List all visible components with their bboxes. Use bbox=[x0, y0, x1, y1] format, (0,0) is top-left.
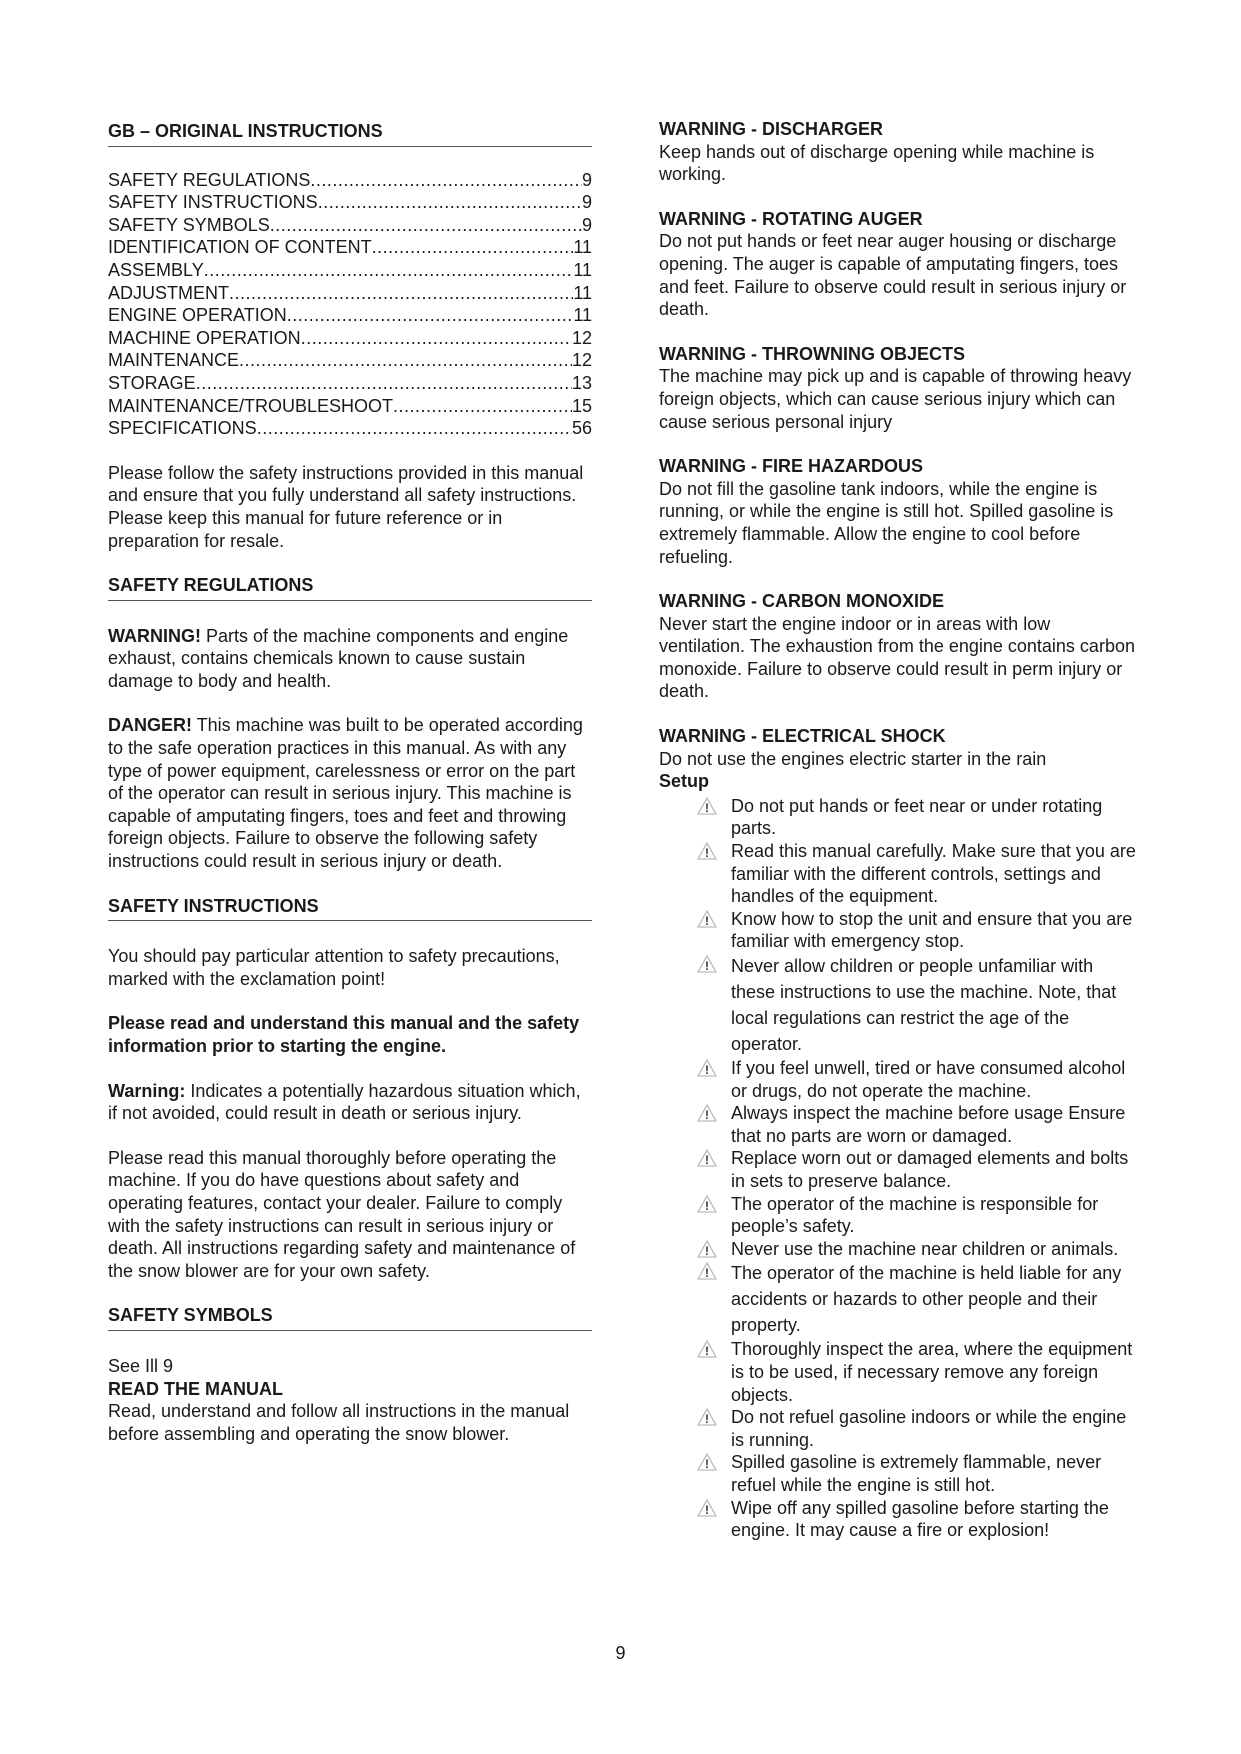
svg-text:!: ! bbox=[705, 1198, 709, 1213]
warning-triangle-icon bbox=[697, 910, 717, 928]
warning-text: Do not use the engines electric starter in the rain bbox=[659, 748, 1047, 769]
warning-triangle-icon bbox=[697, 1104, 717, 1122]
warning-block bbox=[659, 725, 1139, 770]
warning-text: The machine may pick up and is capable of throwing heavy foreign objects, which can cause serious injury which can cause serious personal injury bbox=[659, 366, 1132, 432]
list-item: ! Replace worn out or damaged elements and bolts in sets to preserve balance. bbox=[659, 1147, 1139, 1192]
list-item: ! The operator of the machine is held liable for any accidents or hazards to other people and their property. bbox=[659, 1260, 1139, 1338]
svg-text:!: ! bbox=[705, 1108, 709, 1123]
read-manual-paragraph: Please read this manual thoroughly before operating the machine. If you do have questions about safety and operating features, contact your dealer. Failure to comply with the safety instructions can result in serious injury or death. All instructions regarding safety and maintenance of the snow blower are for your own safety. bbox=[108, 1147, 576, 1281]
svg-text:!: ! bbox=[705, 1063, 709, 1077]
list-item: ! Thoroughly inspect the area, where the equipment is to be used, if necessary remove any foreign objects. bbox=[659, 1338, 1139, 1406]
warning-triangle-icon bbox=[697, 842, 717, 860]
warning-title: WARNING - THROWNING OBJECTS bbox=[659, 343, 965, 364]
list-item: ! If you feel unwell, tired or have consumed alcohol or drugs, do not operate the machine. bbox=[659, 1057, 1139, 1102]
danger-text: This machine was built to be operated according to the safe operation practices in this manual. As with any type of power equipment, carelessness or error on the part of the operator can result in serious injury. This machine is capable of amputating fingers, toes and feet and throwing foreign objects. Failure to observe the following safety instructions could result in serious injury or death. bbox=[108, 715, 583, 872]
toc-entry: SAFETY REGULATIONS ..... 9 bbox=[108, 169, 592, 192]
list-item: ! Never allow children or people unfamiliar with these instructions to use the machine. Note, that local regulations can restrict the age of the operator. bbox=[659, 953, 1139, 1057]
warning-triangle-icon bbox=[697, 1453, 717, 1471]
warning-triangle-icon bbox=[697, 1195, 717, 1213]
safety-instructions-heading: SAFETY INSTRUCTIONS bbox=[108, 895, 592, 922]
safety-symbols-heading: SAFETY SYMBOLS bbox=[108, 1304, 592, 1331]
toc-entry: IDENTIFICATION OF CONTENT ..... 11 bbox=[108, 236, 592, 259]
warning-triangle-icon bbox=[697, 1340, 717, 1358]
safety-regulations-heading: SAFETY REGULATIONS bbox=[108, 574, 592, 601]
list-item: ! Spilled gasoline is extremely flammable, never refuel while the engine is still hot. bbox=[659, 1451, 1139, 1496]
svg-text:!: ! bbox=[705, 1457, 709, 1472]
read-understand-notice: Please read and understand this manual and the safety information prior to starting the engine. bbox=[108, 1013, 580, 1056]
svg-text:!: ! bbox=[705, 1412, 709, 1427]
toc-entry: STORAGE ..... 13 bbox=[108, 372, 592, 395]
svg-text:!: ! bbox=[705, 1266, 709, 1281]
svg-text:!: ! bbox=[705, 1243, 709, 1258]
warning-block bbox=[659, 590, 1139, 703]
list-item: ! Do not refuel gasoline indoors or while the engine is running. bbox=[659, 1406, 1139, 1451]
setup-list bbox=[659, 795, 1139, 1542]
left-column bbox=[108, 120, 592, 1445]
setup-heading: Setup bbox=[659, 771, 710, 792]
warning-text: Keep hands out of discharge opening while machine is working. bbox=[659, 141, 1095, 185]
warning-triangle-icon bbox=[697, 1408, 717, 1426]
danger-label: DANGER! bbox=[108, 715, 192, 736]
toc-entry: MAINTENANCE ..... 12 bbox=[108, 349, 592, 372]
attention-paragraph: You should pay particular attention to safety precautions, marked with the exclamation point! bbox=[108, 946, 560, 989]
page-number: 9 bbox=[615, 1643, 626, 1663]
warning-label: WARNING! bbox=[108, 625, 201, 646]
list-item: ! Always inspect the machine before usage Ensure that no parts are worn or damaged. bbox=[659, 1102, 1139, 1147]
warning-block bbox=[659, 455, 1139, 568]
intro-paragraph: Please follow the safety instructions provided in this manual and ensure that you fully understand all safety instructions. Please keep this manual for future reference or in preparation for resale. bbox=[108, 462, 584, 551]
toc-entry: SPECIFICATIONS ..... 56 bbox=[108, 417, 592, 440]
svg-text:!: ! bbox=[705, 1153, 709, 1168]
warning-title: WARNING - DISCHARGER bbox=[659, 119, 883, 139]
right-column bbox=[659, 118, 1139, 1542]
warning-block bbox=[659, 118, 1139, 186]
warning-title: WARNING - ELECTRICAL SHOCK bbox=[659, 726, 946, 747]
warning-definition bbox=[108, 1080, 592, 1125]
warning-triangle-icon bbox=[697, 1499, 717, 1517]
warning-triangle-icon bbox=[697, 1240, 717, 1258]
read-the-manual-heading: READ THE MANUAL bbox=[108, 1378, 283, 1399]
warning-block bbox=[659, 343, 1139, 433]
warning-title: WARNING - CARBON MONOXIDE bbox=[659, 591, 944, 612]
warning-title: WARNING - ROTATING AUGER bbox=[659, 208, 923, 229]
warning-paragraph bbox=[108, 625, 592, 693]
warning-triangle-icon bbox=[697, 1149, 717, 1167]
warning-block bbox=[659, 208, 1139, 321]
toc-entry: MAINTENANCE/TROUBLESHOOT ..... 15 bbox=[108, 395, 592, 418]
warning-text: Do not put hands or feet near auger housing or discharge opening. The auger is capable of amputating fingers, toes and feet. Failure to observe could result in serious injury or death. bbox=[659, 231, 1127, 320]
list-item: ! Wipe off any spilled gasoline before starting the engine. It may cause a fire or explosion! bbox=[659, 1497, 1139, 1542]
warning-definition-text: Indicates a potentially hazardous situation which, if not avoided, could result in death or serious injury. bbox=[108, 1080, 581, 1124]
read-the-manual-text: Read, understand and follow all instructions in the manual before assembling and operating the snow blower. bbox=[108, 1401, 570, 1444]
list-item: ! Read this manual carefully. Make sure that you are familiar with the different controls, settings and handles of the equipment. bbox=[659, 840, 1139, 908]
warning-triangle-icon bbox=[697, 1059, 717, 1077]
warning-text: Do not fill the gasoline tank indoors, while the engine is running, or while the engine is still hot. Spilled gasoline is extremely flammable. Allow the engine to cool before refueling. bbox=[659, 478, 1114, 567]
toc-entry: MACHINE OPERATION ..... 12 bbox=[108, 327, 592, 350]
warning-triangle-icon bbox=[697, 797, 717, 815]
document-title: GB – ORIGINAL INSTRUCTIONS bbox=[108, 120, 592, 147]
warning-text: Never start the engine indoor or in areas with low ventilation. The exhaustion from the engine contains carbon monoxide. Failure to observe could result in perm injury or death. bbox=[659, 613, 1135, 702]
warning-title: WARNING - FIRE HAZARDOUS bbox=[659, 456, 923, 477]
toc-entry: ENGINE OPERATION ..... 11 bbox=[108, 304, 592, 327]
warning-triangle-icon bbox=[697, 955, 717, 973]
table-of-contents bbox=[108, 169, 592, 440]
warning-definition-label: Warning: bbox=[108, 1080, 186, 1101]
toc-entry: SAFETY INSTRUCTIONS ..... 9 bbox=[108, 191, 592, 214]
toc-entry: ADJUSTMENT ..... 11 bbox=[108, 282, 592, 305]
svg-text:!: ! bbox=[705, 913, 709, 928]
list-item: ! Know how to stop the unit and ensure that you are familiar with emergency stop. bbox=[659, 908, 1139, 953]
warning-text: Parts of the machine components and engine exhaust, contains chemicals known to cause sustain damage to body and health. bbox=[108, 625, 569, 691]
svg-text:!: ! bbox=[705, 800, 709, 815]
svg-text:!: ! bbox=[705, 1344, 709, 1359]
see-illustration: See Ill 9 bbox=[108, 1355, 174, 1376]
toc-entry: SAFETY SYMBOLS ..... 9 bbox=[108, 214, 592, 237]
danger-paragraph bbox=[108, 714, 592, 872]
list-item: ! Never use the machine near children or animals. bbox=[659, 1238, 1139, 1261]
svg-text:!: ! bbox=[705, 959, 709, 973]
warning-triangle-icon bbox=[697, 1262, 717, 1280]
svg-text:!: ! bbox=[705, 846, 709, 861]
list-item: ! Do not put hands or feet near or under rotating parts. bbox=[659, 795, 1139, 840]
toc-entry: ASSEMBLY ..... 11 bbox=[108, 259, 592, 282]
svg-text:!: ! bbox=[705, 1502, 709, 1517]
list-item: ! The operator of the machine is responsible for people’s safety. bbox=[659, 1193, 1139, 1238]
